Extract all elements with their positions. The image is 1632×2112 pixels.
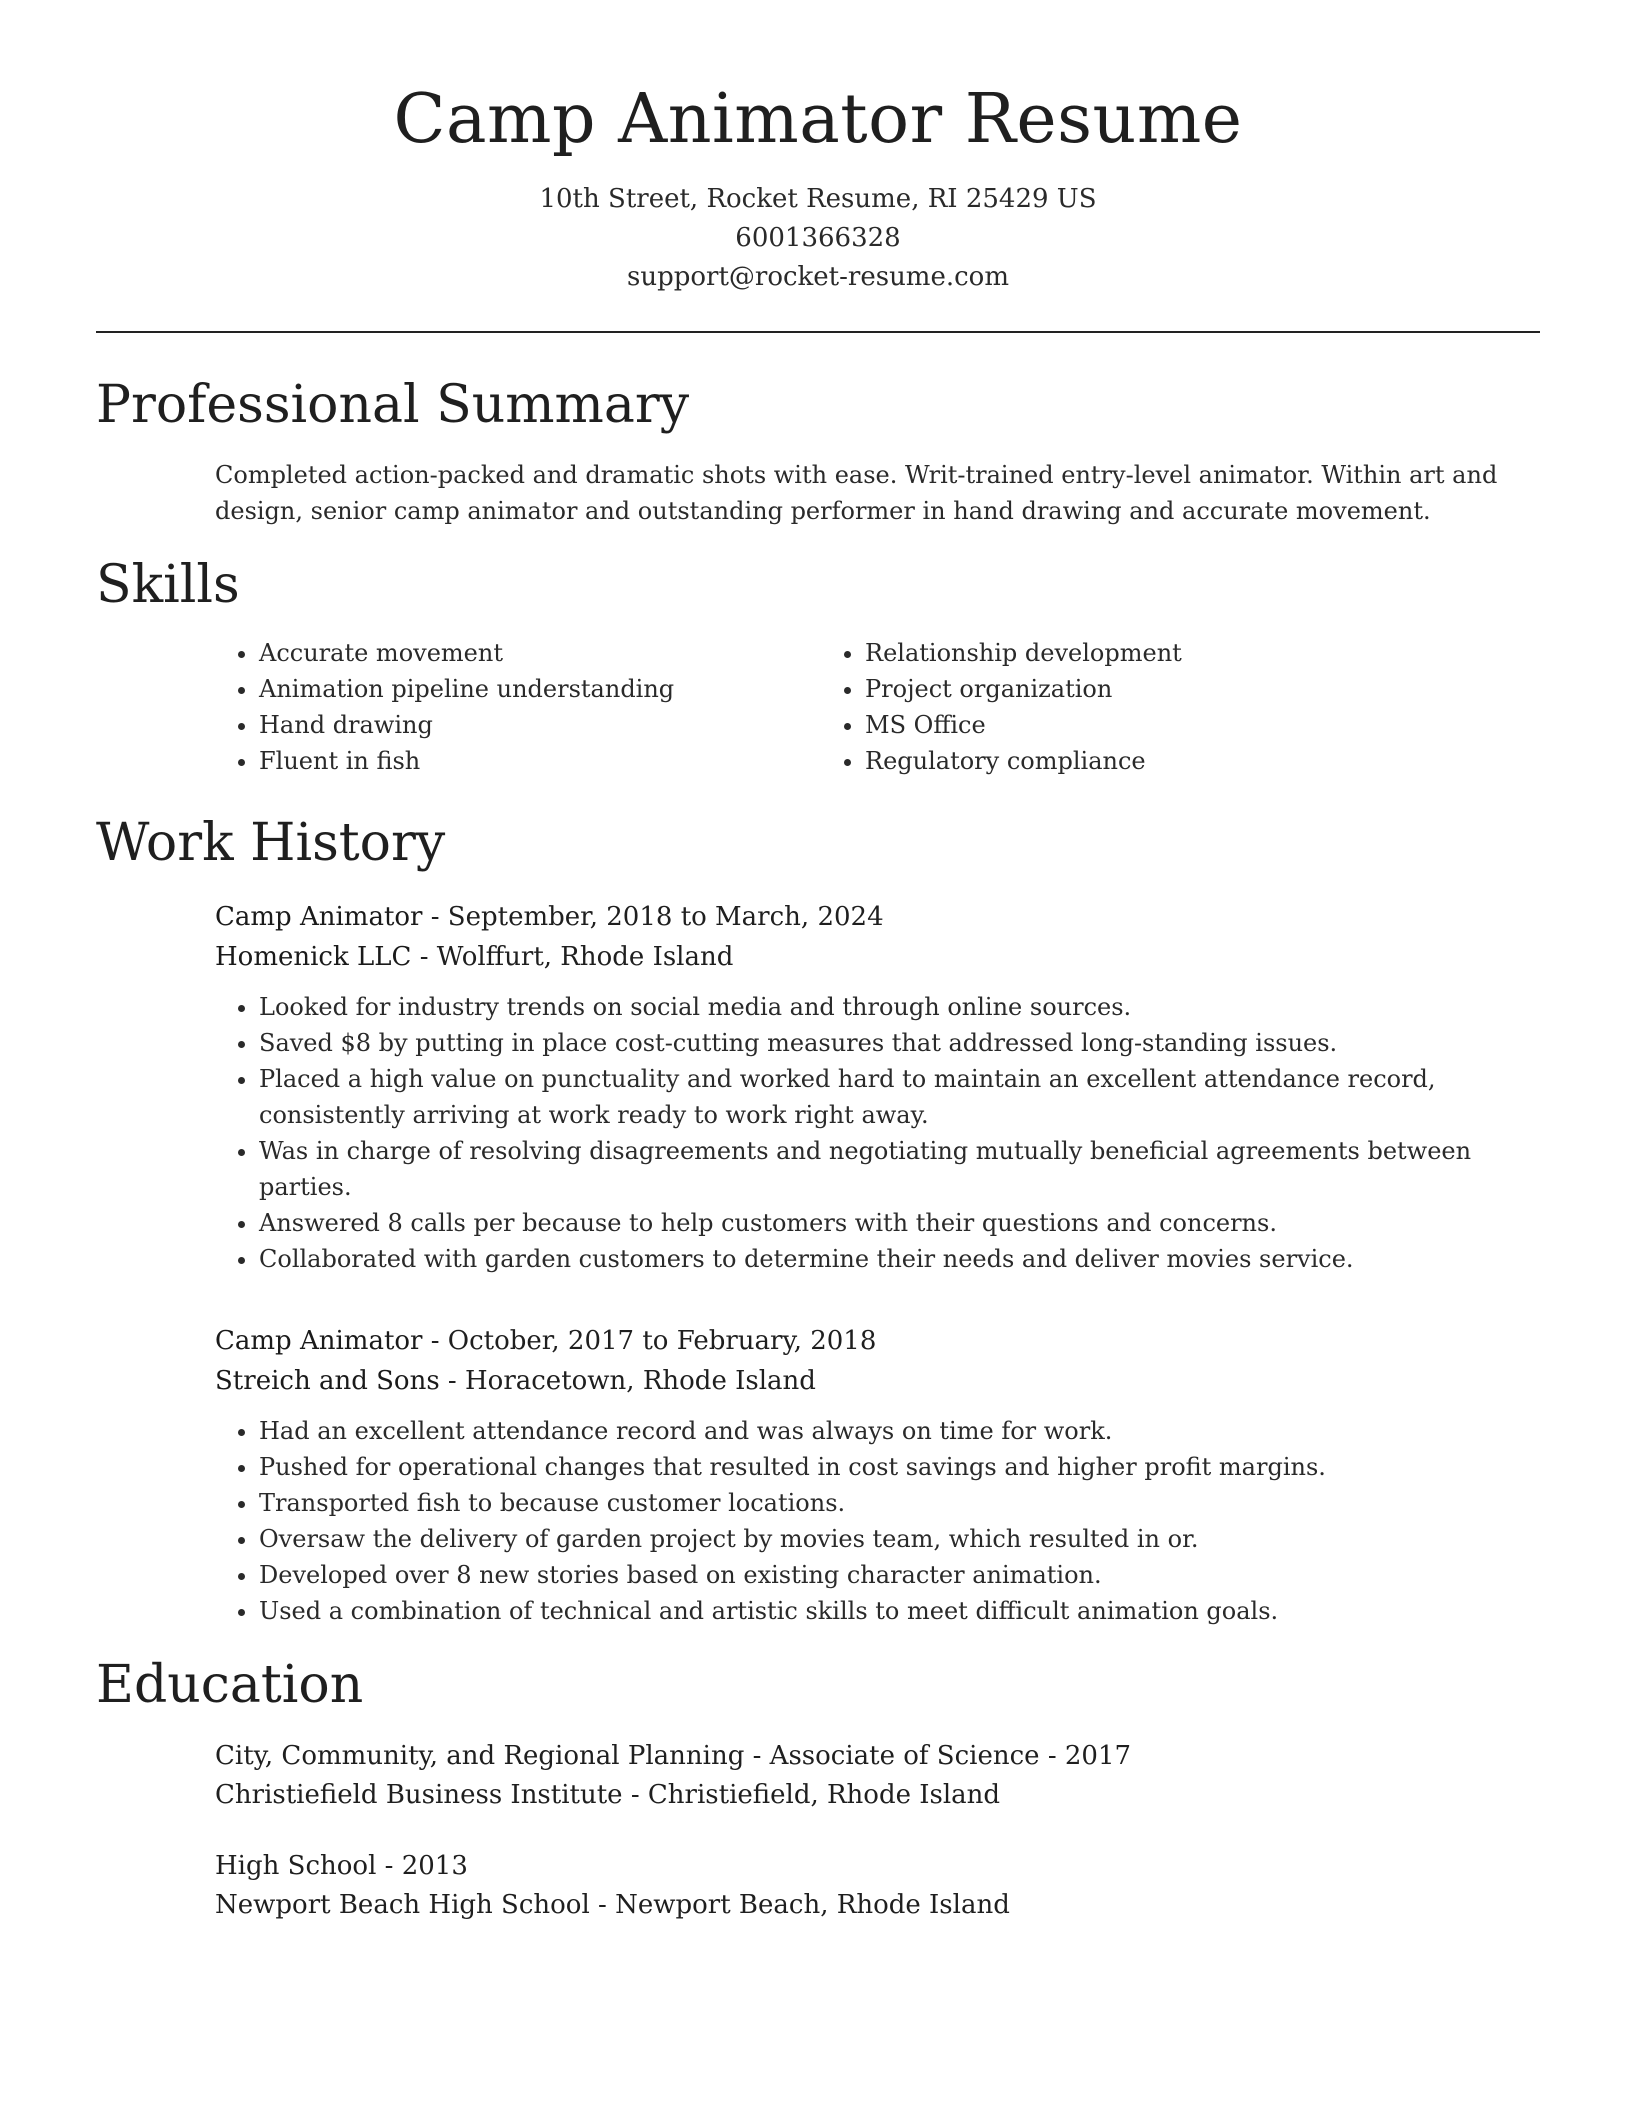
job-bullet: • Oversaw the delivery of garden project by movies team, which resulted in or.	[259, 1521, 1500, 1557]
education-location: - Newport Beach, Rhode Island	[589, 1890, 1010, 1920]
job-bullet: • Looked for industry trends on social media and through online sources.	[259, 989, 1500, 1025]
skills-heading: Skills	[96, 555, 240, 615]
skills-section	[96, 555, 1540, 779]
job-company: Homenick LLC	[215, 942, 412, 972]
header-divider	[96, 331, 1540, 333]
education-section	[96, 1655, 1540, 1925]
skill-item: • Project organization	[865, 671, 1182, 707]
summary-section	[96, 375, 1540, 529]
job-company-line	[215, 1361, 1500, 1401]
job-company-line	[215, 937, 1500, 977]
skill-item: • Hand drawing	[259, 707, 821, 743]
job-bullet: • Answered 8 calls per because to help customers with their questions and concerns.	[259, 1205, 1500, 1241]
job-title-line	[215, 1321, 1500, 1361]
skill-item: • Relationship development	[865, 635, 1182, 671]
job-title: Camp Animator	[215, 1326, 423, 1356]
skill-item: • Regulatory compliance	[865, 743, 1182, 779]
job-bullet: • Saved $8 by putting in place cost-cutting measures that addressed long-standing issues.	[259, 1025, 1500, 1061]
job-entry	[215, 897, 1500, 1277]
job-bullet: • Had an excellent attendance record and was always on time for work.	[259, 1413, 1500, 1449]
job-title: Camp Animator	[215, 902, 423, 932]
resume-title: Camp Animator Resume	[393, 80, 1243, 159]
contact-address: 10th Street, Rocket Resume, RI 25429 US	[539, 184, 1097, 214]
work-history-heading: Work History	[96, 813, 446, 873]
summary-text: Completed action-packed and dramatic shots with ease. Writ-trained entry-level animator. Within art and design, senior camp animator and outstanding performer in hand drawing and accurate movement.	[215, 461, 1498, 525]
education-school: Newport Beach High School	[215, 1890, 590, 1920]
resume-page	[96, 0, 1540, 1925]
skill-item: • Fluent in fish	[259, 743, 821, 779]
job-bullet: • Used a combination of technical and artistic skills to meet difficult animation goals.	[259, 1593, 1500, 1629]
skills-column-right	[821, 635, 1182, 779]
education-entry	[215, 1847, 1500, 1925]
job-entry	[215, 1321, 1500, 1629]
summary-heading: Professional Summary	[96, 375, 690, 435]
resume-header	[96, 0, 1540, 297]
job-location: - Horacetown, Rhode Island	[439, 1366, 816, 1396]
job-dates: - September, 2018 to March, 2024	[422, 902, 884, 932]
education-school-line	[215, 1886, 1500, 1925]
education-degree: High School - 2013	[215, 1851, 468, 1881]
education-school: Christiefield Business Institute	[215, 1780, 623, 1810]
education-location: - Christiefield, Rhode Island	[622, 1780, 1001, 1810]
job-bullet: • Developed over 8 new stories based on existing character animation.	[259, 1557, 1500, 1593]
job-bullet: • Collaborated with garden customers to determine their needs and deliver movies service.	[259, 1241, 1500, 1277]
skill-item: • Animation pipeline understanding	[259, 671, 821, 707]
job-company: Streich and Sons	[215, 1366, 440, 1396]
skill-item: • MS Office	[865, 707, 1182, 743]
job-dates: - October, 2017 to February, 2018	[422, 1326, 877, 1356]
education-heading: Education	[96, 1655, 364, 1715]
education-school-line	[215, 1776, 1500, 1815]
job-bullets	[215, 989, 1500, 1277]
job-bullets	[215, 1413, 1500, 1629]
education-entry	[215, 1737, 1500, 1815]
contact-block	[96, 180, 1540, 297]
skills-column-left	[215, 635, 821, 779]
skills-grid	[215, 635, 1500, 779]
job-location: - Wolffurt, Rhode Island	[411, 942, 734, 972]
job-bullet: • Placed a high value on punctuality and worked hard to maintain an excellent attendance record, consistently arriving at work ready to work right away.	[259, 1061, 1500, 1133]
education-degree: City, Community, and Regional Planning - Associate of Science - 2017	[215, 1741, 1132, 1771]
contact-email: support@rocket-resume.com	[626, 262, 1009, 292]
job-bullet: • Was in charge of resolving disagreements and negotiating mutually beneficial agreements between parties.	[259, 1133, 1500, 1205]
skill-item: • Accurate movement	[259, 635, 821, 671]
job-bullet: • Pushed for operational changes that resulted in cost savings and higher profit margins.	[259, 1449, 1500, 1485]
job-title-line	[215, 897, 1500, 937]
work-history-section	[96, 813, 1540, 1629]
job-bullet: • Transported fish to because customer locations.	[259, 1485, 1500, 1521]
contact-phone: 6001366328	[735, 223, 901, 253]
